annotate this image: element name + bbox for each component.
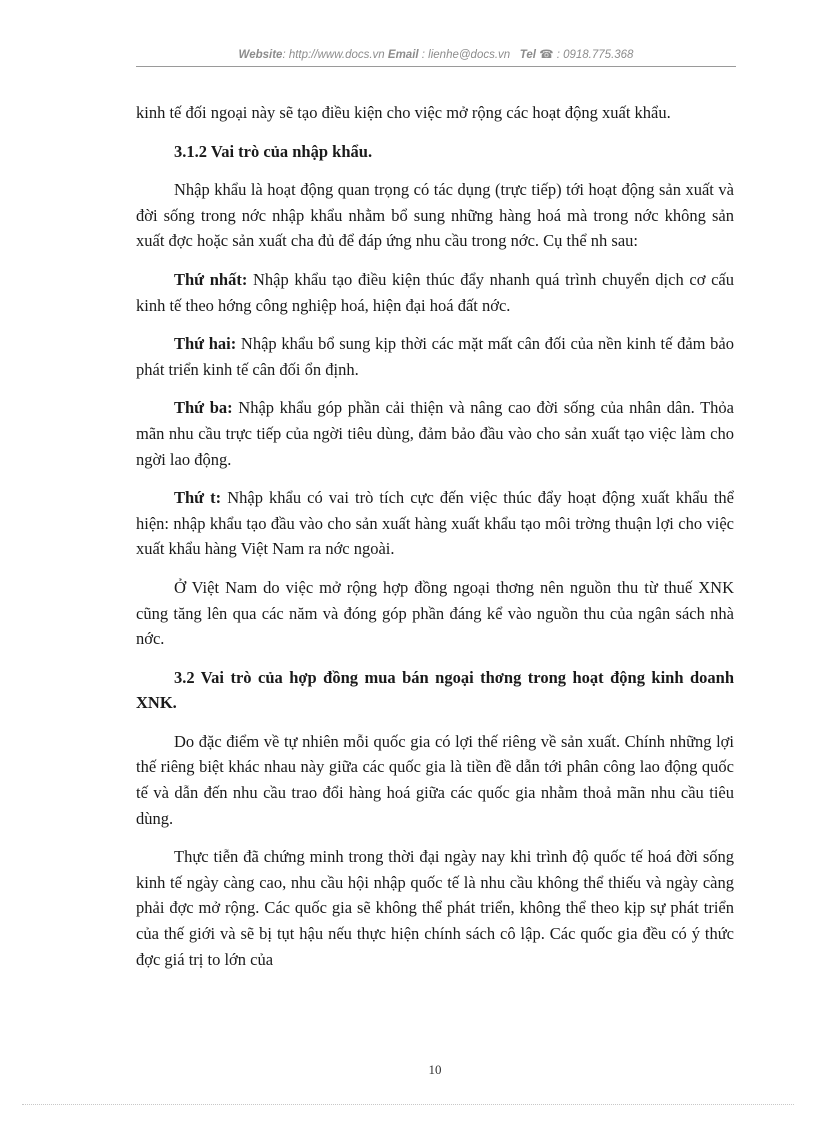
- page-number: 10: [428, 1062, 442, 1077]
- paragraph-8: Do đặc điểm về tự nhiên mỗi quốc gia có lợi thế riêng về sản xuất. Chính những lợi thế riêng biệt khác nhau này giữa các quốc gia là tiền đề dẫn tới phân công lao động quốc tế và dẫn đến nhu cầu trao đổi hàng hoá giữa các quốc gia nhằm thoả mãn nhu cầu tiêu dùng.: [136, 731, 734, 828]
- document-body: [136, 100, 734, 985]
- website-label: Website: [238, 49, 283, 61]
- paragraph-vietnam: Ở Việt Nam do việc mở rộng hợp đồng ngoại thơng nên nguồn thu từ thuế XNK cũng tăng lên qua các năm và đóng góp phần đáng kể vào nguồn thu của ngân sách nhà nớc.: [136, 577, 734, 649]
- footer-divider: [22, 1104, 794, 1105]
- paragraph-fourth: [136, 485, 734, 562]
- paragraph-third: [136, 395, 734, 472]
- text-second: Nhập khẩu bổ sung kịp thời các mặt mất cân đối của nền kinh tế đảm bảo phát triển kinh tế cân đối ổn định.: [136, 334, 734, 379]
- paragraph-first: [136, 267, 734, 318]
- section-heading-3-2: 3.2 Vai trò của hợp đồng mua bán ngoại thơng trong hoạt động kinh doanh XNK.: [136, 667, 734, 713]
- lead-fourth: Thứ t:: [174, 488, 222, 508]
- paragraph-2: Nhập khẩu là hoạt động quan trọng có tác dụng (trực tiếp) tới hoạt động sản xuất và đời sống trong nớc nhập khẩu nhằm bổ sung những hàng hoá mà trong nớc không sản xuất đợc hoặc sản xuất cha đủ để đáp ứng nhu cầu trong nớc. Cụ thể nh sau:: [136, 180, 734, 251]
- header-divider: [136, 66, 736, 67]
- paragraph-second: [136, 331, 734, 382]
- tel-label: Tel: [519, 49, 536, 61]
- email-label: Email: [387, 49, 419, 61]
- page-header: [136, 47, 736, 61]
- lead-first: Thứ nhất:: [174, 269, 248, 289]
- email-link[interactable]: : lienhe@docs.vn: [418, 49, 511, 61]
- lead-third: Thứ ba:: [174, 398, 233, 418]
- paragraph-9: Thực tiễn đã chứng minh trong thời đại ngày nay khi trình độ quốc tế hoá đời sống kinh tế ngày càng cao, nhu cầu hội nhập quốc tế là nhu cầu không thể thiếu và ngày càng phải đợc mở rộng. Các quốc gia sẽ không thể phát triển, không thể theo kịp sự phát triển của thế giới và sẽ bị tụt hậu nếu thực hiện chính sách cô lập. Các quốc gia đều có ý thức đợc giá trị to lớn của: [136, 847, 734, 969]
- paragraph-1: kinh tế đối ngoại này sẽ tạo điều kiện cho việc mở rộng các hoạt động xuất khẩu.: [136, 103, 671, 122]
- section-heading-3-1-2: 3.1.2 Vai trò của nhập khẩu.: [174, 141, 373, 161]
- tel-value: ☎ : 0918.775.368: [539, 49, 634, 61]
- lead-second: Thứ hai:: [174, 334, 237, 354]
- text-fourth: Nhập khẩu có vai trò tích cực đến việc thúc đẩy hoạt động xuất khẩu thể hiện: nhập khẩu tạo đầu vào cho sản xuất hàng xuất khẩu tạo môi trờng thuận lợi cho việc xuất khẩu hàng Việt Nam ra nớc ngoài.: [136, 488, 734, 559]
- text-third: Nhập khẩu góp phần cải thiện và nâng cao đời sống của nhân dân. Thỏa mãn nhu cầu trực tiếp của ngời tiêu dùng, đảm bảo đầu vào cho sản xuất tạo việc làm cho ngời lao động.: [136, 398, 734, 469]
- text-first: Nhập khẩu tạo điều kiện thúc đẩy nhanh quá trình chuyển dịch cơ cấu kinh tế theo hớng công nghiệp hoá, hiện đại hoá đất nớc.: [136, 269, 734, 315]
- website-link[interactable]: : http://www.docs.vn: [282, 49, 385, 61]
